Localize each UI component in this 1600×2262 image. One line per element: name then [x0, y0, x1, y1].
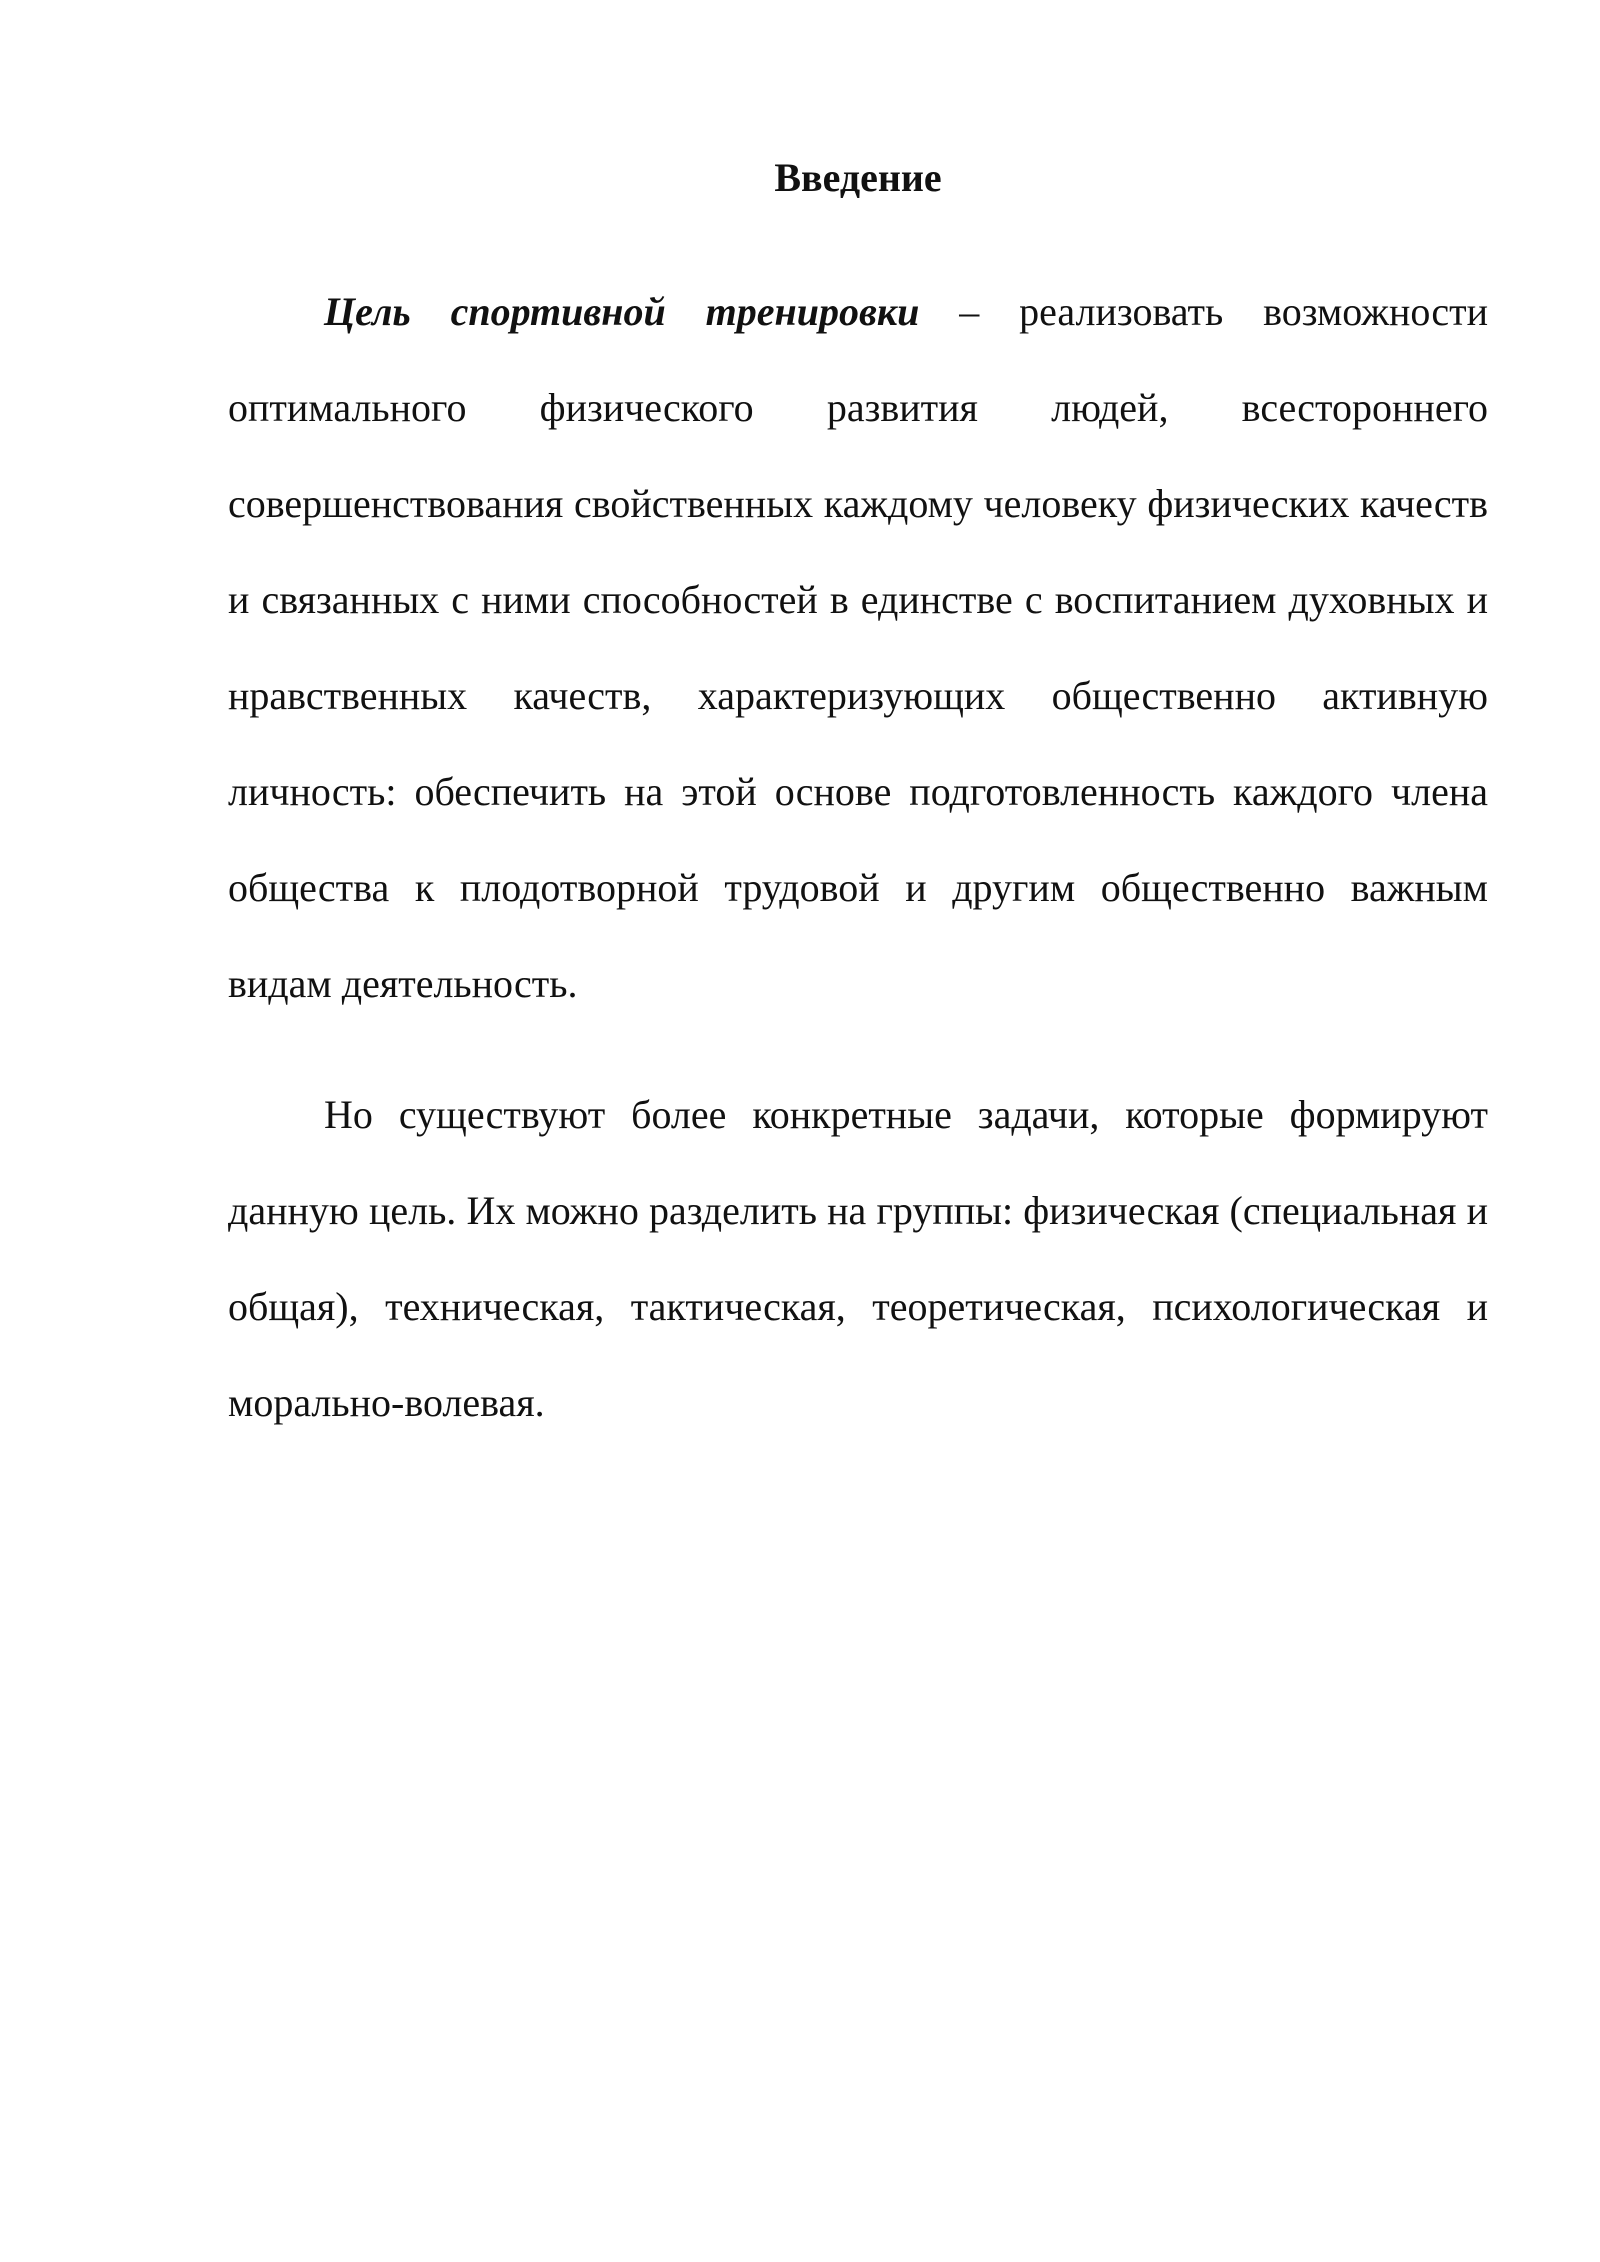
key-term: Цель спортивной тренировки [324, 289, 920, 334]
paragraph-goal [228, 264, 1488, 1032]
paragraph-tasks: Но существуют более конкретные задачи, которые формируют данную цель. Их можно разделить на группы: физическая (специальная и общая), техническая, тактическая, теоретическая, психологическая и морально-волевая. [228, 1092, 1488, 1425]
page-title: Введение [774, 155, 942, 200]
paragraph-goal-text: – реализовать возможности оптимального физического развития людей, всестороннего совершенствования свойственных каждому человеку физических качеств и связанных с ними способностей в единстве с воспитанием духовных и нравственных качеств, характеризующих общественно активную личность: обеспечить на этой основе подготовленность каждого члена общества к плодотворной трудовой и другим общественно важным видам деятельность. [228, 289, 1488, 1006]
